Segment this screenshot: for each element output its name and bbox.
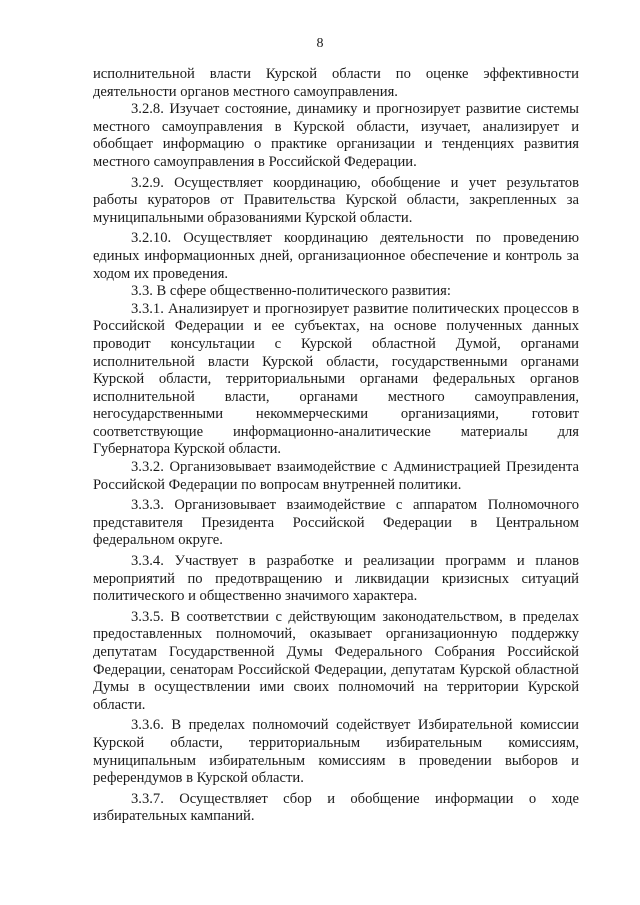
paragraph-3-3-1: 3.3.1. Анализирует и прогнозирует развитие политических процессов в Российской Федерации и ее субъектах, на основе полученных данных проводит консультации с Курской областной Думой, органами исполнительной власти Курской области, государственными органами Курской области, территориальными органами федеральных органов исполнительной власти, органами местного самоуправления, негосударственными некоммерческими организациями, готовит соответствующие информационно-аналитические материалы для Губернатора Курской области. [93,300,579,458]
paragraph-3-3-2: 3.3.2. Организовывает взаимодействие с Администрацией Президента Российской Федерации по вопросам внутренней политики. [93,459,579,493]
paragraph-3-2-10: 3.2.10. Осуществляет координацию деятельности по проведению единых информационных дней, организационное обеспечение и контроль за ходом их проведения. [93,230,579,282]
section-heading-3-3: 3.3. В сфере общественно-политического развития: [131,283,451,300]
paragraph-3-3-7: 3.3.7. Осуществляет сбор и обобщение информации о ходе избирательных кампаний. [93,790,579,825]
paragraph-3-3-6: 3.3.6. В пределах полномочий содействует Избирательной комиссии Курской области, территориальным избирательным комиссиям, муниципальным избирательным комиссиям в проведении выборов и референдумов в Курской области. [93,717,579,787]
paragraph-3-3-5: 3.3.5. В соответствии с действующим законодательством, в пределах предоставленных полномочий, оказывает организационную поддержку депутатам Государственной Думы Федерального Собрания Российской Федерации, сенаторам Российской Федерации, депутатам Курской областной Думы в осуществлении ими своих полномочий на территории Курской области. [93,608,579,713]
page-number: 8 [316,36,324,51]
document-body [93,66,579,826]
paragraph-3-2-8: 3.2.8. Изучает состояние, динамику и прогнозирует развитие системы местного самоуправления в Курской области, изучает, анализирует и обобщает информацию о практике организации и тенденциях развития местного самоуправления в Российской Федерации. [93,101,579,170]
paragraph-continuation: исполнительной власти Курской области по оценке эффективности деятельности органов местного самоуправления. [93,66,579,100]
paragraph-3-3-3: 3.3.3. Организовывает взаимодействие с аппаратом Полномочного представителя Президента Российской Федерации в Центральном федеральном округе. [93,497,579,549]
paragraph-3-3-4: 3.3.4. Участвует в разработке и реализации программ и планов мероприятий по предотвращению и ликвидации кризисных ситуаций политического и общественно значимого характера. [93,553,579,605]
paragraph-3-2-9: 3.2.9. Осуществляет координацию, обобщение и учет результатов работы кураторов от Правительства Курской области, закрепленных за муниципальными образованиями Курской области. [93,174,579,226]
